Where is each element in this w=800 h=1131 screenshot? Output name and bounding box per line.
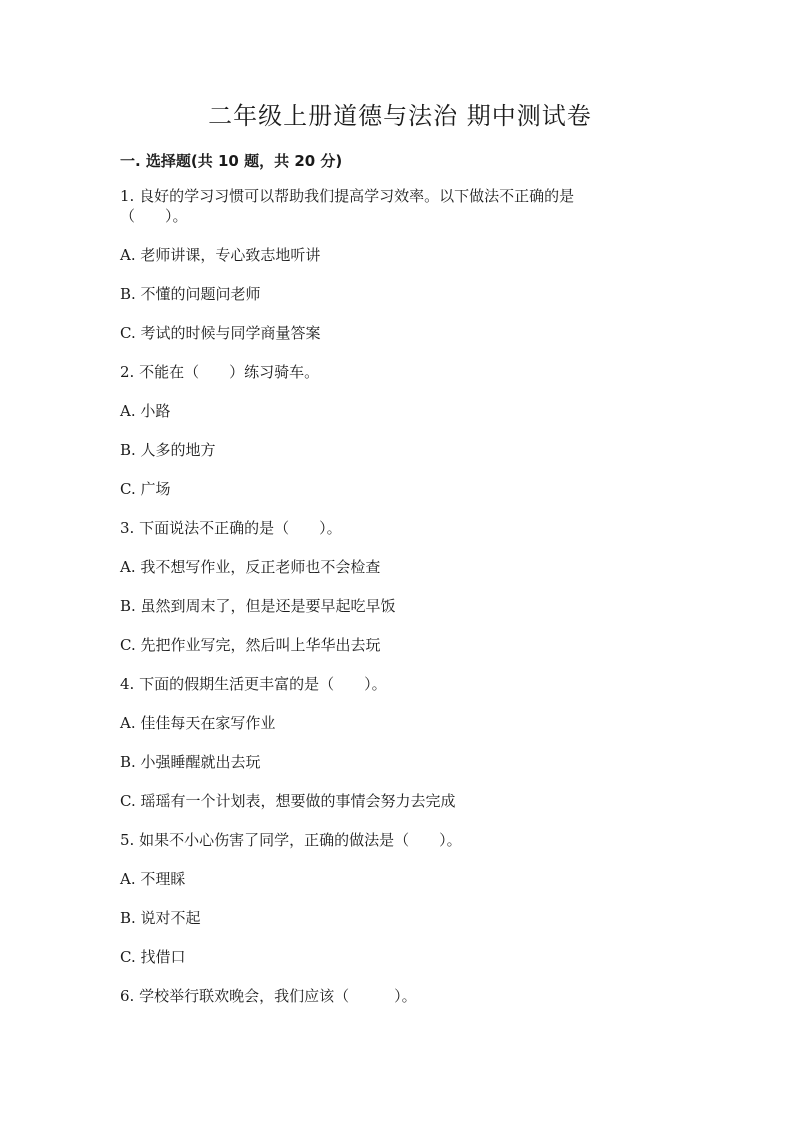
option-c: C. 先把作业写完，然后叫上华华出去玩	[120, 636, 381, 654]
question-1	[120, 186, 620, 343]
question-stem: 4. 下面的假期生活更丰富的是（ ）。	[120, 675, 387, 693]
question-6	[120, 986, 620, 1006]
page-title: 二年级上册道德与法治 期中测试卷	[208, 102, 592, 130]
section-heading: 一. 选择题(共 10 题，共 20 分)	[120, 152, 343, 170]
question-3	[120, 518, 620, 655]
question-list	[120, 186, 620, 1025]
question-stem: 5. 如果不小心伤害了同学，正确的做法是（ ）。	[120, 831, 462, 849]
option-b: B. 人多的地方	[120, 441, 216, 459]
option-a: A. 小路	[120, 402, 171, 420]
question-stem: 1. 良好的学习习惯可以帮助我们提高学习效率。以下做法不正确的是（ ）。	[120, 187, 575, 225]
question-2	[120, 362, 620, 499]
option-c: C. 找借口	[120, 948, 186, 966]
option-a: A. 我不想写作业，反正老师也不会检查	[120, 558, 381, 576]
option-c: C. 考试的时候与同学商量答案	[120, 324, 321, 342]
option-c: C. 瑶瑶有一个计划表，想要做的事情会努力去完成	[120, 792, 456, 810]
question-stem: 2. 不能在（ ）练习骑车。	[120, 363, 320, 381]
option-a: A. 佳佳每天在家写作业	[120, 714, 276, 732]
option-a: A. 老师讲课，专心致志地听讲	[120, 246, 321, 264]
question-stem: 3. 下面说法不正确的是（ ）。	[120, 519, 342, 537]
option-b: B. 说对不起	[120, 909, 201, 927]
option-b: B. 不懂的问题问老师	[120, 285, 261, 303]
option-b: B. 小强睡醒就出去玩	[120, 753, 261, 771]
option-b: B. 虽然到周末了，但是还是要早起吃早饭	[120, 597, 396, 615]
option-a: A. 不理睬	[120, 870, 186, 888]
question-4	[120, 674, 620, 811]
question-5	[120, 830, 620, 967]
question-stem: 6. 学校举行联欢晚会，我们应该（ ）。	[120, 987, 417, 1005]
option-c: C. 广场	[120, 480, 171, 498]
